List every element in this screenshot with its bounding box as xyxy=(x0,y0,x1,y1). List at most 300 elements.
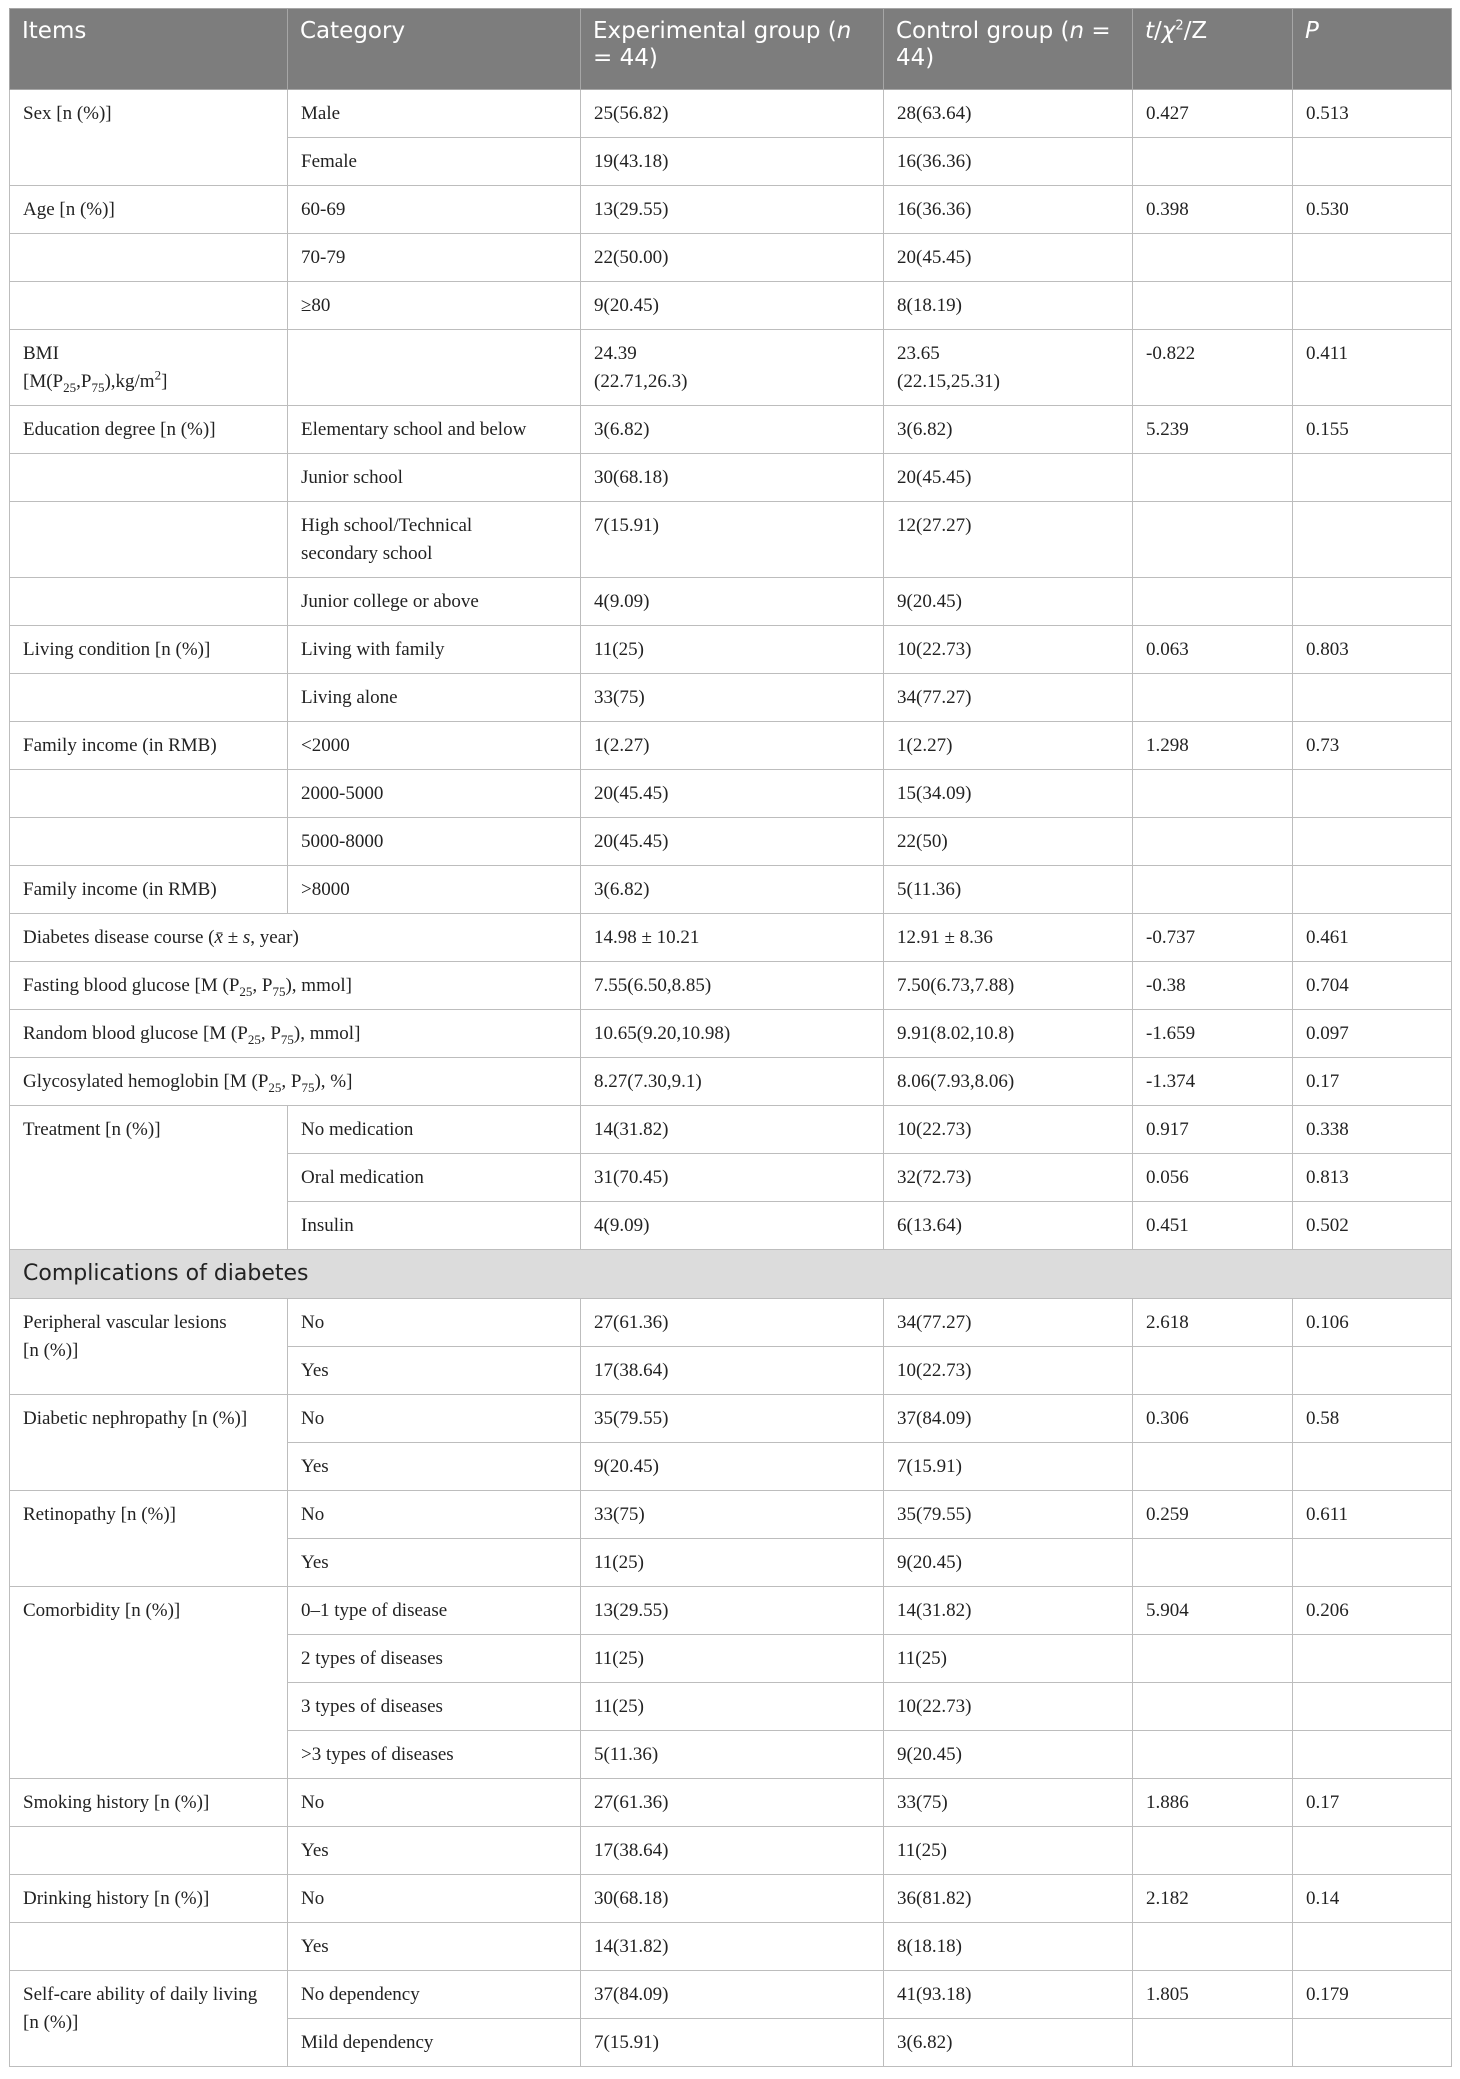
table-row xyxy=(10,1923,1452,1971)
cell-statistic xyxy=(1133,578,1293,626)
cell-statistic xyxy=(1133,282,1293,330)
bmi-sup-2: 2 xyxy=(154,367,162,383)
cell-category: Insulin xyxy=(288,1202,581,1250)
cell-experimental: 10.65(9.20,10.98) xyxy=(581,1010,884,1058)
cell-item xyxy=(10,818,288,866)
header-stat-z: /Z xyxy=(1183,18,1208,44)
item-sub: 25 xyxy=(268,1079,282,1095)
cell-control: 10(22.73) xyxy=(884,1683,1133,1731)
table-row xyxy=(10,770,1452,818)
cell-control: 10(22.73) xyxy=(884,1347,1133,1395)
cell-experimental: 11(25) xyxy=(581,1539,884,1587)
cell-p xyxy=(1293,866,1452,914)
cell-p xyxy=(1293,1683,1452,1731)
cell-category: Elementary school and below xyxy=(288,406,581,454)
cell-p: 0.17 xyxy=(1293,1779,1452,1827)
category-line: secondary school xyxy=(301,543,433,564)
cell-category: No medication xyxy=(288,1106,581,1154)
cell-p xyxy=(1293,282,1452,330)
cell-item xyxy=(10,1971,288,2067)
header-items xyxy=(10,9,288,90)
cell-experimental: 19(43.18) xyxy=(581,138,884,186)
cell-category: No dependency xyxy=(288,1971,581,2019)
bmi-unit-part: [M(P xyxy=(23,371,64,392)
cell-p xyxy=(1293,1731,1452,1779)
item-text: Fasting blood glucose [M (P xyxy=(23,975,240,996)
cell-statistic: 5.904 xyxy=(1133,1587,1293,1635)
cell-experimental: 11(25) xyxy=(581,1683,884,1731)
cell-control: 34(77.27) xyxy=(884,1299,1133,1347)
table-row xyxy=(10,282,1452,330)
cell-experimental: 4(9.09) xyxy=(581,1202,884,1250)
item-text: ± xyxy=(222,927,243,948)
cell-control: 14(31.82) xyxy=(884,1587,1133,1635)
cell-p xyxy=(1293,502,1452,578)
header-experimental-count: = 44) xyxy=(593,45,658,71)
header-stat-slash: / xyxy=(1154,18,1162,44)
section-row xyxy=(10,1250,1452,1299)
cell-category: No xyxy=(288,1299,581,1347)
bmi-sub-25: 25 xyxy=(63,379,77,395)
cell-item: Living condition [n (%)] xyxy=(10,626,288,674)
cell-item: Sex [n (%)] xyxy=(10,90,288,138)
item-sub: 75 xyxy=(272,983,286,999)
header-experimental-n: n xyxy=(836,18,852,44)
cell-statistic xyxy=(1133,1635,1293,1683)
cell-category: >8000 xyxy=(288,866,581,914)
cell-item xyxy=(10,234,288,282)
cell-p xyxy=(1293,674,1452,722)
cell-item xyxy=(10,330,288,406)
bmi-sub-75: 75 xyxy=(91,379,105,395)
cell-statistic: 0.259 xyxy=(1133,1491,1293,1539)
item-text: Peripheral vascular lesions xyxy=(23,1312,227,1333)
cell-p xyxy=(1293,1347,1452,1395)
table-row xyxy=(10,1395,1452,1443)
cell-category: Yes xyxy=(288,1539,581,1587)
cell-statistic: 0.063 xyxy=(1133,626,1293,674)
cell-statistic xyxy=(1133,674,1293,722)
cell-statistic: 0.917 xyxy=(1133,1106,1293,1154)
cell-statistic: 1.298 xyxy=(1133,722,1293,770)
cell-control: 5(11.36) xyxy=(884,866,1133,914)
cell-statistic xyxy=(1133,770,1293,818)
header-p-value xyxy=(1293,9,1452,90)
cell-control: 20(45.45) xyxy=(884,454,1133,502)
bmi-ctrl-median: 23.65 xyxy=(897,343,940,364)
cell-control: 8(18.18) xyxy=(884,1923,1133,1971)
cell-category: >3 types of diseases xyxy=(288,1731,581,1779)
category-line: High school/Technical xyxy=(301,515,473,536)
table-row xyxy=(10,1299,1452,1347)
cell-control: 1(2.27) xyxy=(884,722,1133,770)
cell-control: 10(22.73) xyxy=(884,1106,1133,1154)
cell-statistic: 0.427 xyxy=(1133,90,1293,138)
cell-experimental: 8.27(7.30,9.1) xyxy=(581,1058,884,1106)
header-statistic xyxy=(1133,9,1293,90)
cell-experimental: 9(20.45) xyxy=(581,1443,884,1491)
header-control-n: n xyxy=(1069,18,1085,44)
table-row xyxy=(10,1491,1452,1539)
table-row xyxy=(10,818,1452,866)
table-row xyxy=(10,1971,1452,2019)
item-text: [n (%)] xyxy=(23,1340,79,1361)
item-sub: 75 xyxy=(301,1079,315,1095)
cell-category: 70-79 xyxy=(288,234,581,282)
cell-control: 8.06(7.93,8.06) xyxy=(884,1058,1133,1106)
cell-control: 12.91 ± 8.36 xyxy=(884,914,1133,962)
cell-p: 0.530 xyxy=(1293,186,1452,234)
cell-statistic: 2.618 xyxy=(1133,1299,1293,1347)
cell-experimental: 30(68.18) xyxy=(581,1875,884,1923)
header-stat-sup: 2 xyxy=(1175,18,1184,34)
cell-item: Smoking history [n (%)] xyxy=(10,1779,288,1827)
header-stat-t: t xyxy=(1145,18,1155,44)
bmi-exp-iqr: (22.71,26.3) xyxy=(594,371,688,392)
table-row xyxy=(10,962,1452,1010)
cell-statistic: -0.737 xyxy=(1133,914,1293,962)
item-sd-symbol: s xyxy=(242,927,251,948)
cell-category: Yes xyxy=(288,1827,581,1875)
bmi-ctrl-iqr: (22.15,25.31) xyxy=(897,371,1000,392)
item-sub: 25 xyxy=(239,983,253,999)
cell-category: No xyxy=(288,1491,581,1539)
cell-experimental: 37(84.09) xyxy=(581,1971,884,2019)
cell-category: 5000-8000 xyxy=(288,818,581,866)
cell-statistic: 0.398 xyxy=(1133,186,1293,234)
cell-experimental: 27(61.36) xyxy=(581,1779,884,1827)
table-row xyxy=(10,1587,1452,1635)
cell-experimental: 7(15.91) xyxy=(581,502,884,578)
table-row xyxy=(10,234,1452,282)
cell-control: 9(20.45) xyxy=(884,1731,1133,1779)
cell-p xyxy=(1293,1827,1452,1875)
cell-control: 12(27.27) xyxy=(884,502,1133,578)
cell-statistic: -0.38 xyxy=(1133,962,1293,1010)
cell-category: Oral medication xyxy=(288,1154,581,1202)
table-row xyxy=(10,186,1452,234)
cell-statistic xyxy=(1133,1827,1293,1875)
item-text: , P xyxy=(260,1023,281,1044)
cell-statistic xyxy=(1133,866,1293,914)
cell-category: 0–1 type of disease xyxy=(288,1587,581,1635)
cell-category: Mild dependency xyxy=(288,2019,581,2067)
cell-experimental: 17(38.64) xyxy=(581,1827,884,1875)
cell-control xyxy=(884,330,1133,406)
cell-control: 32(72.73) xyxy=(884,1154,1133,1202)
cell-p: 0.106 xyxy=(1293,1299,1452,1347)
cell-p: 0.611 xyxy=(1293,1491,1452,1539)
cell-statistic xyxy=(1133,1923,1293,1971)
cell-control: 41(93.18) xyxy=(884,1971,1133,2019)
cell-statistic: 1.805 xyxy=(1133,1971,1293,2019)
cell-category: No xyxy=(288,1779,581,1827)
cell-experimental: 3(6.82) xyxy=(581,866,884,914)
cell-statistic xyxy=(1133,1731,1293,1779)
table-row xyxy=(10,1010,1452,1058)
cell-item: Family income (in RMB) xyxy=(10,722,288,770)
cell-experimental: 14.98 ± 10.21 xyxy=(581,914,884,962)
cell-p: 0.338 xyxy=(1293,1106,1452,1154)
item-mean-symbol: x̄ xyxy=(214,927,223,948)
cell-item xyxy=(10,454,288,502)
cell-p: 0.461 xyxy=(1293,914,1452,962)
cell-item-wide xyxy=(10,962,581,1010)
cell-p xyxy=(1293,1923,1452,1971)
table-row xyxy=(10,1106,1452,1154)
cell-category: <2000 xyxy=(288,722,581,770)
cell-item: Comorbidity [n (%)] xyxy=(10,1587,288,1779)
cell-experimental: 9(20.45) xyxy=(581,282,884,330)
cell-experimental: 4(9.09) xyxy=(581,578,884,626)
cell-p: 0.17 xyxy=(1293,1058,1452,1106)
cell-p xyxy=(1293,770,1452,818)
cell-control: 22(50) xyxy=(884,818,1133,866)
cell-p xyxy=(1293,578,1452,626)
cell-statistic: -1.374 xyxy=(1133,1058,1293,1106)
cell-item: Drinking history [n (%)] xyxy=(10,1875,288,1923)
cell-statistic: -0.822 xyxy=(1133,330,1293,406)
item-text: Diabetes disease course ( xyxy=(23,927,215,948)
header-category-label: Category xyxy=(300,18,406,44)
header-control-count: = 44) xyxy=(896,18,1111,71)
cell-p: 0.803 xyxy=(1293,626,1452,674)
cell-category: Junior college or above xyxy=(288,578,581,626)
cell-experimental: 11(25) xyxy=(581,626,884,674)
item-sub: 25 xyxy=(247,1031,261,1047)
cell-p: 0.206 xyxy=(1293,1587,1452,1635)
cell-statistic: 5.239 xyxy=(1133,406,1293,454)
cell-experimental: 22(50.00) xyxy=(581,234,884,282)
cell-category: Yes xyxy=(288,1443,581,1491)
table-row xyxy=(10,722,1452,770)
cell-item xyxy=(10,1299,288,1395)
cell-statistic: 1.886 xyxy=(1133,1779,1293,1827)
cell-item-wide xyxy=(10,1058,581,1106)
cell-p xyxy=(1293,1635,1452,1683)
cell-experimental: 25(56.82) xyxy=(581,90,884,138)
cell-item: Diabetic nephropathy [n (%)] xyxy=(10,1395,288,1491)
header-control-label: Control group ( xyxy=(896,18,1070,44)
table-row xyxy=(10,1779,1452,1827)
cell-p xyxy=(1293,2019,1452,2067)
cell-category: No xyxy=(288,1875,581,1923)
cell-p: 0.58 xyxy=(1293,1395,1452,1443)
cell-p: 0.14 xyxy=(1293,1875,1452,1923)
cell-statistic: 0.056 xyxy=(1133,1154,1293,1202)
cell-control: 28(63.64) xyxy=(884,90,1133,138)
cell-statistic xyxy=(1133,138,1293,186)
cell-experimental: 35(79.55) xyxy=(581,1395,884,1443)
cell-category: Yes xyxy=(288,1923,581,1971)
cell-item xyxy=(10,1827,288,1875)
cell-item xyxy=(10,1923,288,1971)
bmi-unit-part: ),kg/m xyxy=(104,371,155,392)
cell-control: 33(75) xyxy=(884,1779,1133,1827)
cell-control: 9.91(8.02,10.8) xyxy=(884,1010,1133,1058)
cell-item xyxy=(10,282,288,330)
cell-statistic xyxy=(1133,1539,1293,1587)
item-text: ), mmol] xyxy=(285,975,352,996)
cell-category: 60-69 xyxy=(288,186,581,234)
cell-item xyxy=(10,502,288,578)
cell-experimental: 1(2.27) xyxy=(581,722,884,770)
table-body xyxy=(10,90,1452,2067)
cell-item xyxy=(10,578,288,626)
table-row xyxy=(10,1875,1452,1923)
baseline-characteristics-table xyxy=(9,8,1452,2067)
table-row xyxy=(10,502,1452,578)
cell-p: 0.097 xyxy=(1293,1010,1452,1058)
cell-item-wide xyxy=(10,914,581,962)
bmi-unit-part: ,P xyxy=(76,371,92,392)
cell-control: 3(6.82) xyxy=(884,2019,1133,2067)
cell-category xyxy=(288,502,581,578)
table-row xyxy=(10,1827,1452,1875)
cell-control: 35(79.55) xyxy=(884,1491,1133,1539)
cell-item xyxy=(10,138,288,186)
cell-control: 20(45.45) xyxy=(884,234,1133,282)
cell-statistic xyxy=(1133,818,1293,866)
header-p-label: P xyxy=(1305,18,1319,44)
table-row xyxy=(10,578,1452,626)
bmi-label: BMI xyxy=(23,343,59,364)
item-text: [n (%)] xyxy=(23,2012,79,2033)
cell-item-wide xyxy=(10,1010,581,1058)
cell-control: 8(18.19) xyxy=(884,282,1133,330)
cell-control: 11(25) xyxy=(884,1635,1133,1683)
cell-statistic xyxy=(1133,1443,1293,1491)
bmi-unit-part: ] xyxy=(161,371,168,392)
table-row xyxy=(10,626,1452,674)
cell-experimental: 33(75) xyxy=(581,1491,884,1539)
cell-statistic: 0.306 xyxy=(1133,1395,1293,1443)
cell-p xyxy=(1293,454,1452,502)
cell-control: 37(84.09) xyxy=(884,1395,1133,1443)
cell-experimental: 17(38.64) xyxy=(581,1347,884,1395)
cell-category: Junior school xyxy=(288,454,581,502)
cell-control: 16(36.36) xyxy=(884,138,1133,186)
cell-statistic xyxy=(1133,1347,1293,1395)
cell-control: 7(15.91) xyxy=(884,1443,1133,1491)
table-row xyxy=(10,330,1452,406)
table-row xyxy=(10,1058,1452,1106)
cell-item: Retinopathy [n (%)] xyxy=(10,1491,288,1587)
cell-experimental xyxy=(581,330,884,406)
cell-statistic: -1.659 xyxy=(1133,1010,1293,1058)
cell-experimental: 5(11.36) xyxy=(581,1731,884,1779)
header-row xyxy=(10,9,1452,90)
cell-control: 16(36.36) xyxy=(884,186,1133,234)
item-text: , P xyxy=(281,1071,302,1092)
cell-control: 15(34.09) xyxy=(884,770,1133,818)
cell-control: 34(77.27) xyxy=(884,674,1133,722)
cell-statistic xyxy=(1133,1683,1293,1731)
cell-statistic xyxy=(1133,234,1293,282)
item-text: Self-care ability of daily living xyxy=(23,1984,258,2005)
cell-experimental: 3(6.82) xyxy=(581,406,884,454)
table-row xyxy=(10,866,1452,914)
table-row xyxy=(10,90,1452,138)
cell-statistic: 0.451 xyxy=(1133,1202,1293,1250)
cell-control: 11(25) xyxy=(884,1827,1133,1875)
cell-experimental: 13(29.55) xyxy=(581,1587,884,1635)
cell-control: 9(20.45) xyxy=(884,1539,1133,1587)
cell-experimental: 31(70.45) xyxy=(581,1154,884,1202)
cell-control: 36(81.82) xyxy=(884,1875,1133,1923)
header-stat-chi: χ xyxy=(1161,18,1176,44)
cell-experimental: 14(31.82) xyxy=(581,1923,884,1971)
cell-statistic: 2.182 xyxy=(1133,1875,1293,1923)
section-title: Complications of diabetes xyxy=(10,1250,1452,1299)
cell-p xyxy=(1293,234,1452,282)
cell-category: No xyxy=(288,1395,581,1443)
cell-p xyxy=(1293,138,1452,186)
header-control-group xyxy=(884,9,1133,90)
cell-experimental: 14(31.82) xyxy=(581,1106,884,1154)
cell-experimental: 33(75) xyxy=(581,674,884,722)
cell-experimental: 20(45.45) xyxy=(581,770,884,818)
cell-category: Male xyxy=(288,90,581,138)
cell-p xyxy=(1293,1539,1452,1587)
cell-p: 0.704 xyxy=(1293,962,1452,1010)
cell-p: 0.179 xyxy=(1293,1971,1452,2019)
header-category xyxy=(288,9,581,90)
item-text: , year) xyxy=(250,927,299,948)
cell-statistic xyxy=(1133,502,1293,578)
cell-item: Treatment [n (%)] xyxy=(10,1106,288,1250)
cell-experimental: 13(29.55) xyxy=(581,186,884,234)
cell-control: 6(13.64) xyxy=(884,1202,1133,1250)
cell-experimental: 27(61.36) xyxy=(581,1299,884,1347)
cell-item: Age [n (%)] xyxy=(10,186,288,234)
cell-p: 0.73 xyxy=(1293,722,1452,770)
cell-category: Living alone xyxy=(288,674,581,722)
item-text: ), mmol] xyxy=(293,1023,361,1044)
cell-control: 3(6.82) xyxy=(884,406,1133,454)
cell-experimental: 7(15.91) xyxy=(581,2019,884,2067)
item-text: , P xyxy=(252,975,273,996)
cell-item: Education degree [n (%)] xyxy=(10,406,288,454)
item-sub: 75 xyxy=(280,1031,294,1047)
cell-category: 2000-5000 xyxy=(288,770,581,818)
header-items-label: Items xyxy=(22,18,87,44)
table-container xyxy=(9,8,1451,2067)
cell-item: Family income (in RMB) xyxy=(10,866,288,914)
table-row xyxy=(10,674,1452,722)
table-row xyxy=(10,914,1452,962)
header-experimental-group xyxy=(581,9,884,90)
cell-p: 0.155 xyxy=(1293,406,1452,454)
table-row xyxy=(10,138,1452,186)
cell-experimental: 30(68.18) xyxy=(581,454,884,502)
cell-category xyxy=(288,330,581,406)
cell-control: 10(22.73) xyxy=(884,626,1133,674)
item-text: Glycosylated hemoglobin [M (P xyxy=(23,1071,269,1092)
cell-experimental: 11(25) xyxy=(581,1635,884,1683)
header-experimental-label: Experimental group ( xyxy=(593,18,837,44)
table-header xyxy=(10,9,1452,90)
item-text: Random blood glucose [M (P xyxy=(23,1023,248,1044)
cell-experimental: 20(45.45) xyxy=(581,818,884,866)
item-text: ), %] xyxy=(314,1071,353,1092)
bmi-exp-median: 24.39 xyxy=(594,343,637,364)
cell-statistic xyxy=(1133,454,1293,502)
cell-category: Yes xyxy=(288,1347,581,1395)
cell-p: 0.513 xyxy=(1293,90,1452,138)
cell-category: 2 types of diseases xyxy=(288,1635,581,1683)
cell-experimental: 7.55(6.50,8.85) xyxy=(581,962,884,1010)
